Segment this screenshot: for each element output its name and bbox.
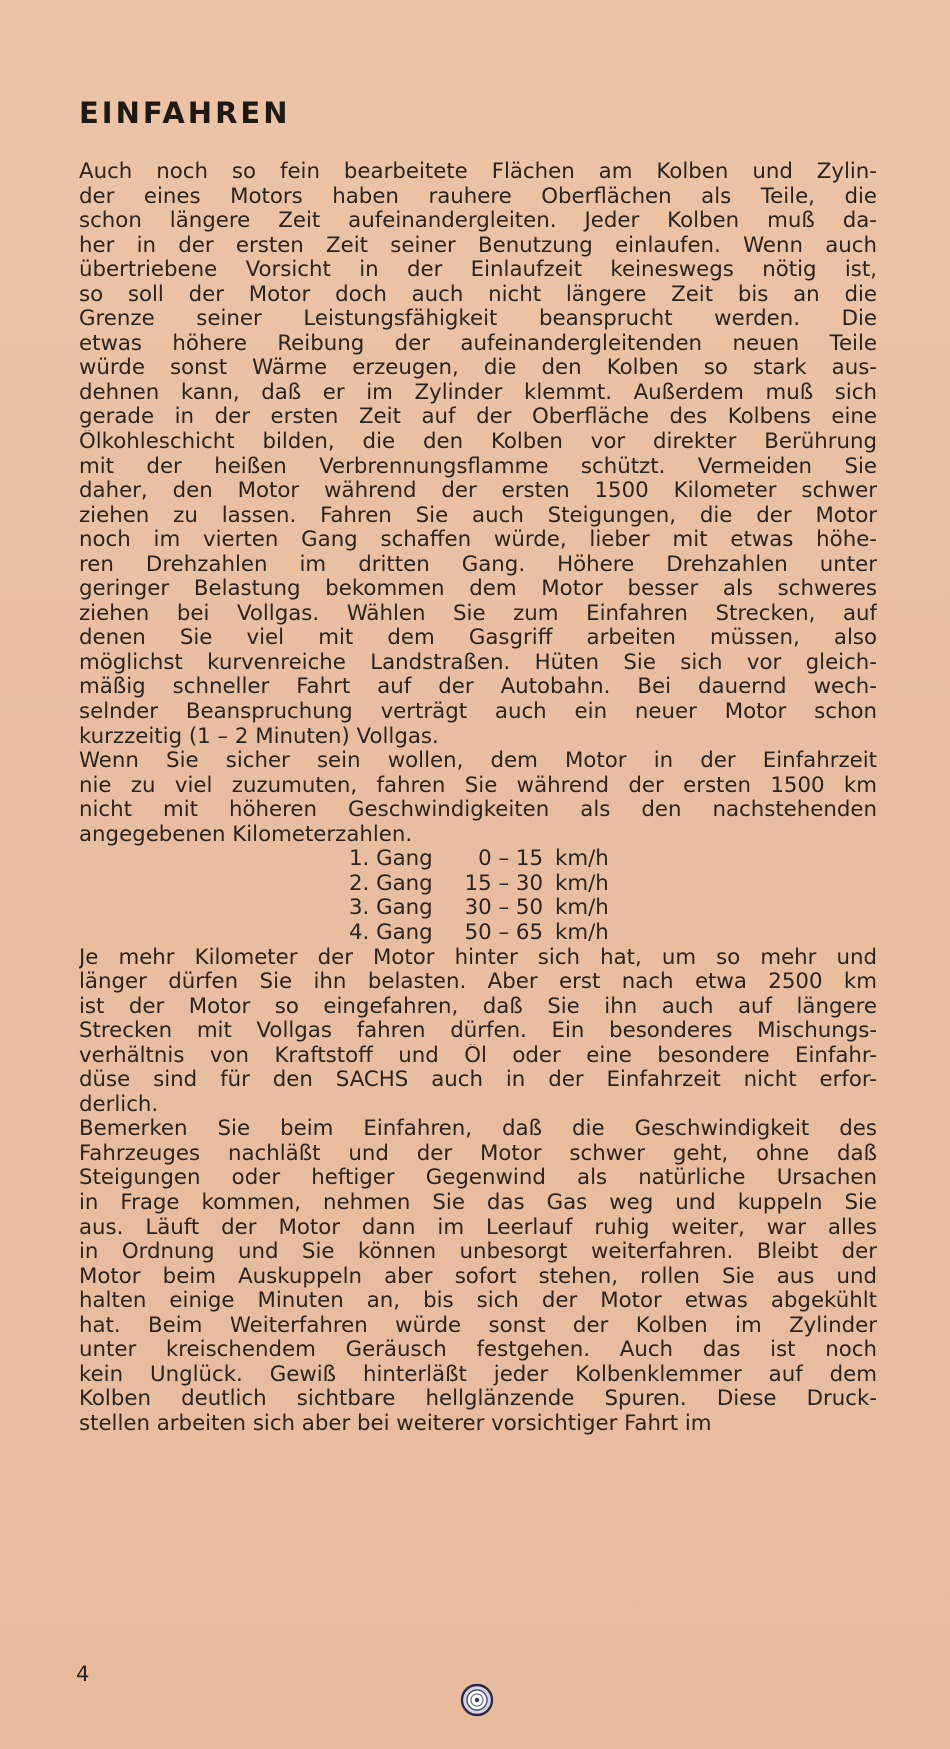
text-line: ziehen bei Vollgas. Wählen Sie zum Einfahren Strecken, auf: [79, 601, 877, 626]
gear-row: [349, 896, 877, 921]
text-line: hat. Beim Weiterfahren würde sonst der Kolben im Zylinder: [79, 1313, 877, 1338]
text-line: angegebenen Kilometerzahlen.: [79, 822, 413, 847]
gear-speed-range: 30 – 50: [464, 895, 543, 921]
paragraph-4: [79, 1117, 877, 1436]
text-line: unter kreischendem Geräusch festgehen. Auch das ist noch: [79, 1338, 877, 1363]
gear-row: [349, 921, 877, 946]
text-line: derlich.: [79, 1092, 159, 1117]
text-line: Bemerken Sie beim Einfahren, daß die Geschwindigkeit des: [79, 1117, 877, 1142]
paragraph-2: [79, 749, 877, 847]
text-line: nie zu viel zuzumuten, fahren Sie während der ersten 1500 km: [79, 773, 877, 798]
text-line: verhältnis von Kraftstoff und Öl oder eine besondere Einfahr-: [79, 1043, 877, 1068]
gear-speed-unit: km/h: [555, 895, 609, 921]
text-line: länger dürfen Sie ihn belasten. Aber erst nach etwa 2500 km: [79, 970, 877, 995]
gear-speed-table: [349, 847, 877, 945]
text-line: würde sonst Wärme erzeugen, die den Kolben so stark aus-: [79, 356, 877, 381]
text-line: düse sind für den SACHS auch in der Einfahrzeit nicht erfor-: [79, 1068, 877, 1093]
gear-name: 3. Gang: [349, 895, 433, 921]
gear-row: [349, 847, 877, 872]
page-number: 4: [76, 1662, 90, 1686]
text-line: Auch noch so fein bearbeitete Flächen am Kolben und Zylin-: [79, 160, 877, 184]
text-line: so soll der Motor doch auch nicht längere Zeit bis an die: [79, 282, 877, 307]
text-line: kein Unglück. Gewiß hinterläßt jeder Kolbenklemmer auf dem: [79, 1362, 877, 1387]
text-line: ist der Motor so eingefahren, daß Sie ihn auch auf längere: [79, 994, 877, 1019]
text-line: noch im vierten Gang schaffen würde, lieber mit etwas höhe-: [79, 528, 877, 553]
text-line: denen Sie viel mit dem Gasgriff arbeiten müssen, also: [79, 626, 877, 651]
gear-speed-range: 15 – 30: [464, 870, 543, 896]
text-line: gerade in der ersten Zeit auf der Oberfläche des Kolbens eine: [79, 405, 877, 430]
text-line: Grenze seiner Leistungsfähigkeit beansprucht werden. Die: [79, 307, 877, 332]
text-line: schon längere Zeit aufeinandergleiten. Jeder Kolben muß da-: [79, 209, 877, 234]
paragraph-1: [79, 160, 877, 749]
gear-speed-range: 50 – 65: [464, 919, 543, 945]
gear-name: 2. Gang: [349, 870, 433, 896]
text-line: der eines Motors haben rauhere Oberflächen als Teile, die: [79, 184, 877, 209]
text-line: möglichst kurvenreiche Landstraßen. Hüten Sie sich vor gleich-: [79, 650, 877, 675]
text-line: etwas höhere Reibung der aufeinandergleitenden neuen Teile: [79, 331, 877, 356]
text-line: Je mehr Kilometer der Motor hinter sich hat, um so mehr und: [79, 945, 877, 970]
text-line: nicht mit höheren Geschwindigkeiten als den nachstehenden: [79, 798, 877, 823]
text-line: Steigungen oder heftiger Gegenwind als natürliche Ursachen: [79, 1166, 877, 1191]
text-line: Wenn Sie sicher sein wollen, dem Motor in der Einfahrzeit: [79, 749, 877, 774]
text-line: geringer Belastung bekommen dem Motor besser als schweres: [79, 577, 877, 602]
text-line: kurzzeitig (1 – 2 Minuten) Vollgas.: [79, 724, 439, 749]
text-line: aus. Läuft der Motor dann im Leerlauf ruhig weiter, war alles: [79, 1215, 877, 1240]
gear-row: [349, 872, 877, 897]
gear-speed-unit: km/h: [555, 846, 609, 872]
text-line: ren Drehzahlen im dritten Gang. Höhere Drehzahlen unter: [79, 552, 877, 577]
gear-name: 4. Gang: [349, 919, 433, 945]
text-line: mit der heißen Verbrennungsflamme schützt. Vermeiden Sie: [79, 454, 877, 479]
text-line: Strecken mit Vollgas fahren dürfen. Ein besonderes Mischungs-: [79, 1019, 877, 1044]
text-line: halten einige Minuten an, bis sich der Motor etwas abgekühlt: [79, 1289, 877, 1314]
text-line: ziehen zu lassen. Fahren Sie auch Steigungen, die der Motor: [79, 503, 877, 528]
gear-speed-unit: km/h: [555, 870, 609, 896]
gear-speed-unit: km/h: [555, 919, 609, 945]
text-line: Motor beim Auskuppeln aber sofort stehen, rollen Sie aus und: [79, 1264, 877, 1289]
gear-speed-range: 0 – 15: [478, 846, 543, 872]
text-line: stellen arbeiten sich aber bei weiterer vorsichtiger Fahrt im: [79, 1411, 712, 1436]
gear-name: 1. Gang: [349, 846, 433, 872]
sachs-logo-icon: [460, 1683, 494, 1717]
text-line: in Frage kommen, nehmen Sie das Gas weg und kuppeln Sie: [79, 1190, 877, 1215]
text-line: mäßig schneller Fahrt auf der Autobahn. Bei dauernd wech-: [79, 675, 877, 700]
paragraph-3: [79, 946, 877, 1118]
text-line: Ölkohleschicht bilden, die den Kolben vor direkter Berührung: [79, 430, 877, 455]
text-line: daher, den Motor während der ersten 1500 Kilometer schwer: [79, 479, 877, 504]
body-text: [79, 160, 877, 1436]
text-line: Kolben deutlich sichtbare hellglänzende Spuren. Diese Druck-: [79, 1387, 877, 1412]
text-line: übertriebene Vorsicht in der Einlaufzeit keineswegs nötig ist,: [79, 258, 877, 283]
text-line: in Ordnung und Sie können unbesorgt weiterfahren. Bleibt der: [79, 1240, 877, 1265]
text-line: Fahrzeuges nachläßt und der Motor schwer geht, ohne daß: [79, 1141, 877, 1166]
text-line: her in der ersten Zeit seiner Benutzung einlaufen. Wenn auch: [79, 233, 877, 258]
page-title: EINFAHREN: [79, 96, 291, 130]
text-line: dehnen kann, daß er im Zylinder klemmt. Außerdem muß sich: [79, 380, 877, 405]
text-line: selnder Beanspruchung verträgt auch ein neuer Motor schon: [79, 700, 877, 725]
